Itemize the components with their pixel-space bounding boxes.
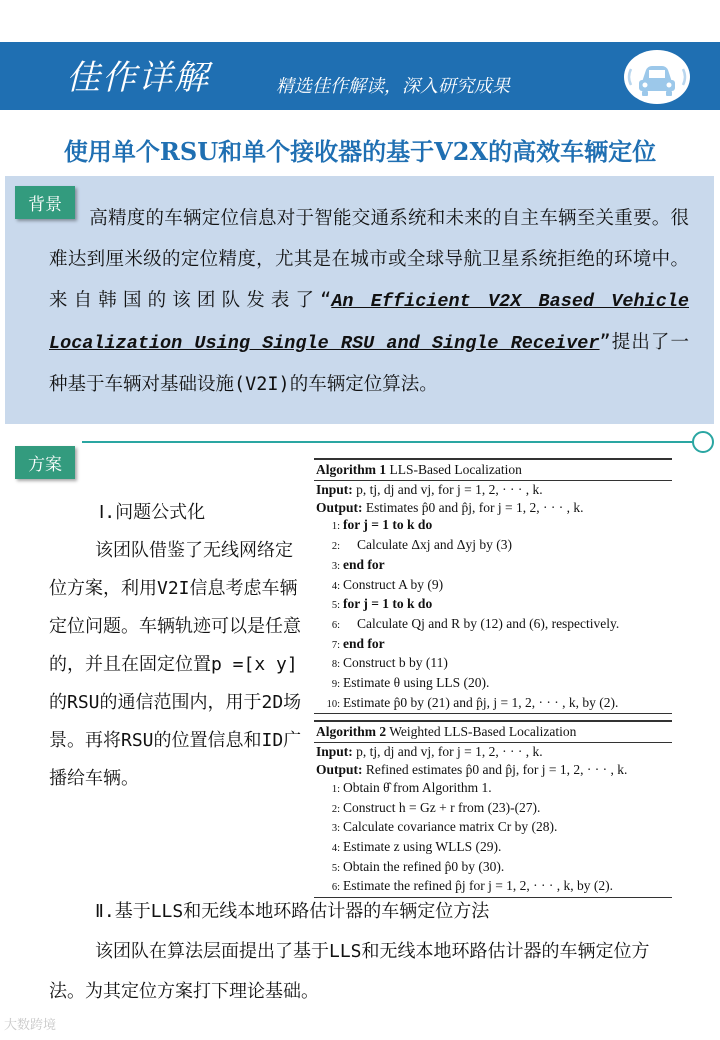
step-text: Construct A by (9): [343, 576, 444, 592]
algorithm-step: [314, 615, 672, 635]
algorithm-figure: [314, 458, 672, 904]
step-number: 4:: [331, 842, 340, 854]
algorithm-step: [314, 799, 672, 819]
section2: [49, 892, 689, 1012]
header-subtitle: 精选佳作解读，深入研究成果: [276, 76, 510, 97]
step-number: 4:: [331, 580, 340, 592]
algorithm-step: [314, 858, 672, 878]
algorithm-2-header: Algorithm 2 Weighted LLS-Based Localization: [314, 722, 672, 743]
algorithm-1-input: Input: p, tj, dj and vj, for j = 1, 2, · · · , k.: [316, 482, 543, 497]
algorithm-step: [314, 635, 672, 655]
step-text: Obtain θ̂ from Algorithm 1.: [343, 779, 492, 795]
step-text: Estimate the refined p̂j for j = 1, 2, · · · , k, by (2).: [343, 878, 614, 894]
solution-tag: 方案: [15, 446, 75, 479]
algorithm-step: [314, 576, 672, 596]
section1-body: 该团队借鉴了无线网络定位方案，利用V2I信息考虑车辆定位问题。车辆轨迹可以是任意的，并且在固定位置p =[x y]的RSU的通信范围内，用于2D场景。再将RSU的位置信息和ID广播给车辆。: [49, 540, 302, 789]
step-number: 9:: [331, 679, 340, 691]
step-number: 1:: [331, 521, 340, 533]
step-text: Estimate θ using LLS (20).: [343, 675, 490, 691]
step-number: 3:: [331, 560, 340, 572]
step-number: 10:: [326, 698, 340, 710]
article-title: 使用单个RSU和单个接收器的基于V2X的高效车辆定位: [63, 137, 657, 166]
algorithm-step: [314, 654, 672, 674]
step-text: Calculate Qj and R by (12) and (6), respectively.: [357, 615, 620, 631]
algorithm-2: [314, 720, 672, 898]
car-icon: [622, 48, 692, 106]
step-number: 6:: [331, 619, 340, 631]
algorithm-step: [314, 516, 672, 536]
header-title: 佳作详解: [66, 58, 210, 98]
background-tag: 背景: [15, 186, 75, 219]
algorithm-step: [314, 694, 672, 714]
step-text: Construct h = Gz + r from (23)-(27).: [343, 799, 541, 815]
step-number: 6:: [331, 882, 340, 894]
algorithm-step: [314, 674, 672, 694]
step-text: Calculate Δxj and Δyj by (3): [357, 537, 512, 553]
algorithm-step: [314, 536, 672, 556]
background-text-post: ”提出了一种基于车辆对基础设施(V2I)的车辆定位算法。: [49, 332, 689, 395]
watermark: 大数跨境: [4, 1018, 57, 1033]
step-number: 8:: [331, 659, 340, 671]
step-text: Calculate covariance matrix Cr by (28).: [343, 819, 558, 835]
algorithm-1-header: Algorithm 1 LLS-Based Localization: [314, 460, 672, 481]
background-text: [49, 198, 689, 405]
step-number: 2:: [331, 541, 340, 553]
step-text: Estimate p̂0 by (21) and p̂j, j = 1, 2, · · · , k, by (2).: [343, 694, 619, 710]
algorithm-step: [314, 556, 672, 576]
algorithm-1-output: Output: Estimates p̂0 and p̂j, for j = 1, 2, · · · , k.: [316, 499, 584, 515]
section1-column: [49, 494, 303, 798]
section2-body: 该团队在算法层面提出了基于LLS和无线本地环路估计器的车辆定位方 法。为其定位方案打下理论基础。: [49, 941, 650, 1002]
step-number: 3:: [331, 823, 340, 835]
step-number: 2:: [331, 803, 340, 815]
section2-title: Ⅱ.基于LLS和无线本地环路估计器的车辆定位方法: [95, 901, 490, 922]
algorithm-2-output: Output: Refined estimates p̂0 and p̂j, for j = 1, 2, · · · , k.: [316, 762, 628, 778]
step-text: end for: [343, 556, 385, 572]
algorithm-step: [314, 595, 672, 615]
algorithm-1: [314, 458, 672, 714]
paper-title-link[interactable]: An Efficient V2X Based Vehicle Localization Using Single RSU and Single Receiver: [49, 291, 689, 354]
step-text: for j = 1 to k do: [343, 517, 433, 533]
step-text: Obtain the refined p̂0 by (30).: [343, 858, 505, 874]
step-number: 7:: [331, 639, 340, 651]
step-text: end for: [343, 635, 385, 651]
step-text: for j = 1 to k do: [343, 596, 433, 612]
divider-circle-icon: [692, 431, 714, 453]
step-number: 5:: [331, 862, 340, 874]
section-divider: [82, 441, 694, 443]
step-text: Construct b by (11): [343, 655, 448, 671]
header-banner: [0, 42, 720, 110]
algorithm-step: [314, 838, 672, 858]
algorithm-2-steps: [314, 779, 672, 897]
algorithm-2-input: Input: p, tj, dj and vj, for j = 1, 2, · · · , k.: [316, 744, 543, 760]
algorithm-step: [314, 818, 672, 838]
step-number: 5:: [331, 600, 340, 612]
step-text: Estimate z using WLLS (29).: [343, 838, 502, 854]
algorithm-step: [314, 779, 672, 799]
section1-title: Ⅰ.问题公式化: [99, 502, 206, 523]
step-number: 1:: [331, 783, 340, 795]
algorithm-1-steps: [314, 516, 672, 713]
background-text-pre: 高精度的车辆定位信息对于智能交通系统和未来的自主车辆至关重要。很难达到厘米级的定位精度，尤其是在城市或全球导航卫星系统拒绝的环境中。来自韩国的该团队发表了“: [49, 208, 689, 311]
